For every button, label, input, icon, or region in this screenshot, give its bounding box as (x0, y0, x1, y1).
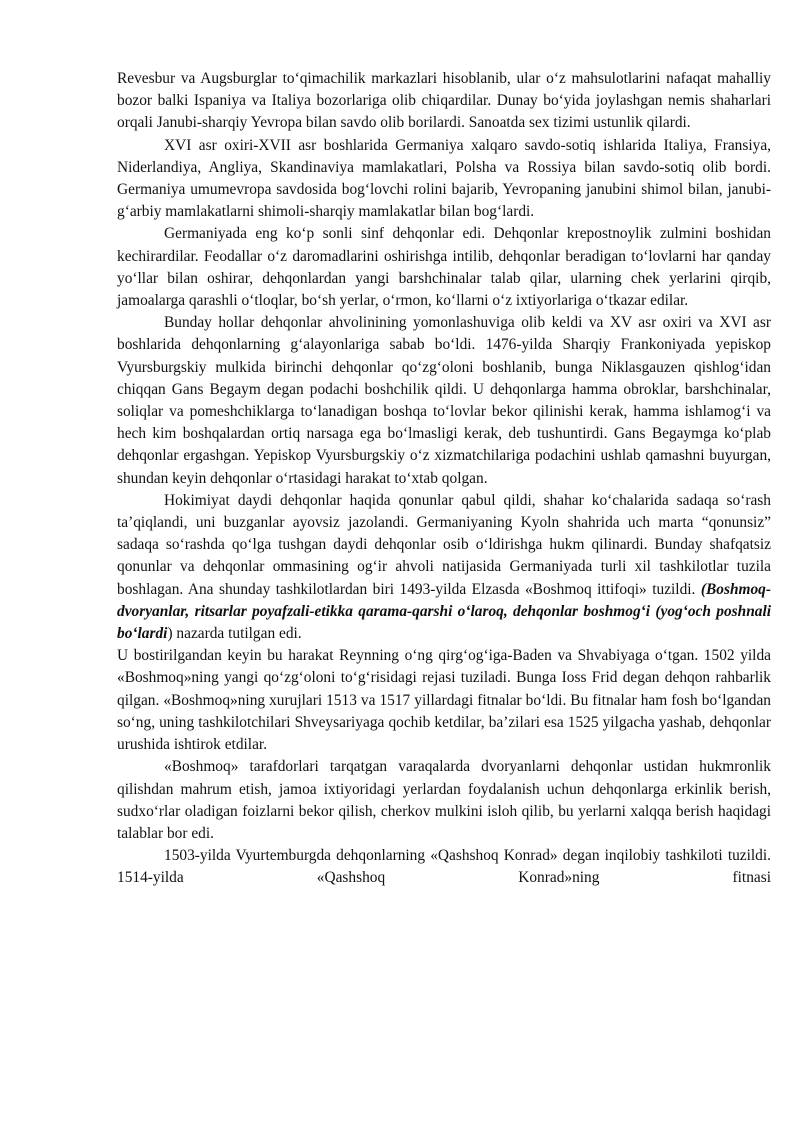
paragraph-5-text-after: ) nazarda tutilgan edi. (167, 625, 302, 643)
paragraph-7: «Boshmoq» tarafdorlari tarqatgan varaqalarda dvoryanlarni dehqonlar ustidan hukmronlik qilishdan mahrum etish, jamoa ixtiyoridagi yerlardan foydalanish uchun dehqonlarga erkinlik berish, sudxo‘rlar oladigan foizlarni bekor qilish, cherkov mulkini isloh qilib, bu yerlarni xalqqa berish haqidagi talablar bor edi. (117, 758, 771, 842)
paragraph-1: Revesbur va Augsburglar to‘qimachilik markazlari hisoblanib, ular o‘z mahsulotlarini nafaqat mahalliy bozor balki Ispaniya va Italiya bozorlariga olib chiqardilar. Dunay bo‘yida joylashgan nemis shaharlari orqali Janubi-sharqiy Yevropa bilan savdo olib borilardi. Sanoatda sex tizimi ustunlik qilardi. (117, 70, 771, 132)
paragraph-3: Germaniyada eng ko‘p sonli sinf dehqonlar edi. Dehqonlar krepostnoylik zulmini boshidan kechirardilar. Feodallar o‘z daromadlarini oshirishga intilib, dehqonlar beradigan to‘lovlarni har qanday yo‘llar bilan oshirar, dehqonlardan yangi barshchinalar talab qilar, ularning chek yerlarini qirqib, jamoalarga qarashli o‘tloqlar, bo‘sh yerlar, o‘rmon, ko‘llarni o‘z ixtiyorlariga o‘tkazar edilar. (117, 225, 771, 310)
paragraph-5-emphasis: (Boshmoq-dvoryanlar, ritsarlar poyafzali-etikka qarama-qarshi o‘laroq, dehqonlar boshmog‘i (yog‘och poshnali bo‘lardi (117, 580, 771, 643)
document-page (117, 68, 771, 890)
paragraph-8: 1503-yilda Vyurtemburgda dehqonlarning «Qashshoq Konrad» degan inqilobiy tashkiloti tuzildi. 1514-yilda «Qashshoq Konrad»ning fitnasi (117, 847, 771, 887)
paragraph-5-text-before: Hokimiyat daydi dehqonlar haqida qonunlar qabul qildi, shahar ko‘chalarida sadaqa so‘rash ta’qiqlandi, uni buzganlar ayovsiz jazolandi. Germaniyaning Kyoln shahrida uch marta “qonunsiz” sadaqa so‘rashda qo‘lga tushgan daydi dehqonlar osib o‘ldirishga hukm qilinardi. Bunday shafqatsiz qonunlar va dehqonlar ommasining og‘ir ahvoli natijasida Germaniyada turli xil tashkilotlar tuzila boshlagan. Ana shunday tashkilotlardan biri 1493-yilda Elzasda «Boshmoq ittifoqi» tuzildi. (117, 491, 771, 598)
paragraph-5 (117, 490, 771, 645)
paragraph-4: Bunday hollar dehqonlar ahvolinining yomonlashuviga olib keldi va XV asr oxiri va XVI asr boshlarida dehqonlarning g‘alayonlariga sabab bo‘ldi. 1476-yilda Sharqiy Frankoniyada yepiskop Vyursburgskiy mulkida birinchi dehqonlar qo‘zg‘oloni boshlanib, bunga Niklasgauzen qishlog‘idan chiqqan Gans Begaym degan podachi boshchilik qildi. U dehqonlarga hamma obroklar, barshchinalar, soliqlar va pomeshchiklarga to‘lanadigan boshqa to‘lovlar bekor qilinishi kerak, hamma ishlamog‘i va hech kim boshqalardan ortiq narsaga ega bo‘lmasligi kerak, deb tushuntirdi. Gans Begaymga ko‘plab dehqonlar ergashgan. Yepiskop Vyursburgskiy o‘z xizmatchilariga podachini ushlab qamashni buyurgan, shundan keyin dehqonlar o‘rtasidagi harakat to‘xtab qolgan. (117, 314, 771, 487)
paragraph-6: U bostirilgandan keyin bu harakat Reynning o‘ng qirg‘og‘iga-Baden va Shvabiyaga o‘tgan. 1502 yilda «Boshmoq»ning yangi qo‘zg‘oloni to‘g‘risidagi rejasi tuziladi. Bunga Ioss Frid degan dehqon rahbarlik qilgan. «Boshmoq»ning xurujlari 1513 va 1517 yillardagi fitnalar bo‘ldi. Bu fitnalar ham fosh bo‘lgandan so‘ng, uning tashkilotchilari Shveysariyaga qochib ketdilar, ba’zilari esa 1525 yilgacha yashab, dehqonlar urushida ishtirok etdilar. (117, 647, 771, 754)
paragraph-2: XVI asr oxiri-XVII asr boshlarida Germaniya xalqaro savdo-sotiq ishlarida Italiya, Fransiya, Niderlandiya, Angliya, Skandinaviya mamlakatlari, Polsha va Rossiya bilan savdo-sotiq olib bordi. Germaniya umumevropa savdosida bog‘lovchi rolini bajarib, Yevropaning janubini shimol bilan, janubi-g‘arbiy mamlakatlarni shimoli-sharqiy mamlakatlar bilan bog‘lardi. (117, 136, 771, 221)
